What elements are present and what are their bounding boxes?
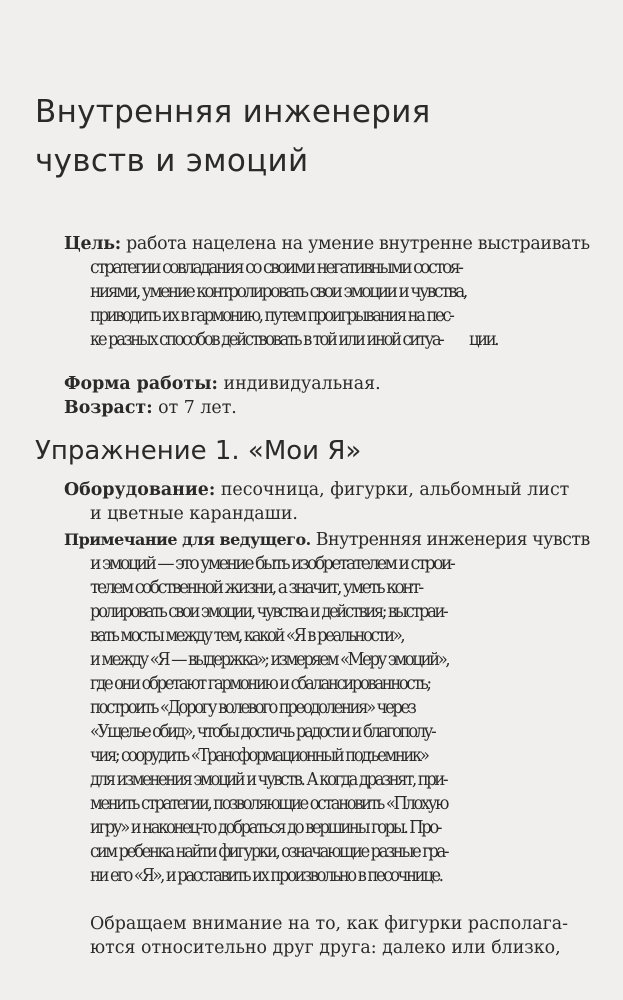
goal-line: ке разных способов действовать в той или иной ситуа- xyxy=(90,330,443,350)
age-value: от 7 лет. xyxy=(152,398,237,418)
goal-line: приводить их в гармонию, путем проигрывания на пес- xyxy=(90,306,453,326)
chapter-title-line: Внутренняя инженерия xyxy=(35,94,431,130)
note-line: ни его «Я», и расставить их произвольно в песочнице. xyxy=(90,866,442,886)
note-line: построить «Дорогу волевого преодоления» через xyxy=(90,698,415,718)
equipment-line: и цветные карандаши. xyxy=(90,504,298,524)
note-line: сим ребенка найти фигурки, означающие разные гра- xyxy=(90,842,448,862)
goal-line: ниями, умение контролировать свои эмоции и чувства, xyxy=(90,282,466,302)
age-label: Возраст: xyxy=(64,398,153,418)
note-line: ролировать свои эмоции, чувства и действия; выстраи- xyxy=(90,602,447,622)
note-line: вать мосты между тем, какой «Я в реальности», xyxy=(90,626,404,646)
note-continuation-2 xyxy=(90,912,568,960)
goal-text: работа нацелена на умение внутренне выстраивать xyxy=(120,234,590,254)
form-label: Форма работы: xyxy=(64,374,218,394)
note-line: игру» и наконец-то добраться до вершины горы. Про- xyxy=(90,818,441,838)
note-line: «Ущелье обид», чтобы достичь радости и благополу- xyxy=(90,722,435,742)
chapter-title-line: чувств и эмоций xyxy=(35,143,309,179)
note-line: Обращаем внимание на то, как фигурки располага- xyxy=(90,914,568,934)
note-label: Примечание для ведущего. xyxy=(64,530,311,549)
note-line: телем собственной жизни, а значит, уметь конт- xyxy=(90,578,422,598)
goal-first-line xyxy=(64,232,590,256)
note-first-line xyxy=(64,528,590,552)
note-line: ются относительно друг друга: далеко или близко, xyxy=(90,938,561,958)
goal-continuation xyxy=(90,256,623,352)
age-line xyxy=(64,396,237,420)
note-text: Внутренняя инженерия чувств xyxy=(310,530,590,550)
form-value: индивидуальная. xyxy=(217,374,381,394)
note-continuation xyxy=(90,552,623,888)
note-line: чия; соорудить «Трансформационный подъемник» xyxy=(90,746,428,766)
equipment-first-line xyxy=(64,478,569,502)
note-line: для изменения эмоций и чувств. А когда дразнят, при- xyxy=(90,770,447,790)
goal-line: ции. xyxy=(469,330,498,350)
equipment-text: песочница, фигурки, альбомный лист xyxy=(215,480,570,500)
form-line xyxy=(64,372,381,396)
note-line: менить стратегии, позволяющие остановить «Плохую xyxy=(90,794,448,814)
equipment-label: Оборудование: xyxy=(64,480,216,500)
note-line: и эмоций — это умение быть изобретателем и строи- xyxy=(90,554,454,574)
note-line: где они обретают гармонию и сбалансированность; xyxy=(90,674,430,694)
chapter-title xyxy=(35,88,595,186)
note-line: и между «Я — выдержка»; измеряем «Меру эмоций», xyxy=(90,650,449,670)
goal-line: стратегии совладания со своими негативными состоя- xyxy=(90,258,462,278)
goal-label: Цель: xyxy=(64,234,121,254)
exercise-title: Упражнение 1. «Мои Я» xyxy=(35,436,362,466)
